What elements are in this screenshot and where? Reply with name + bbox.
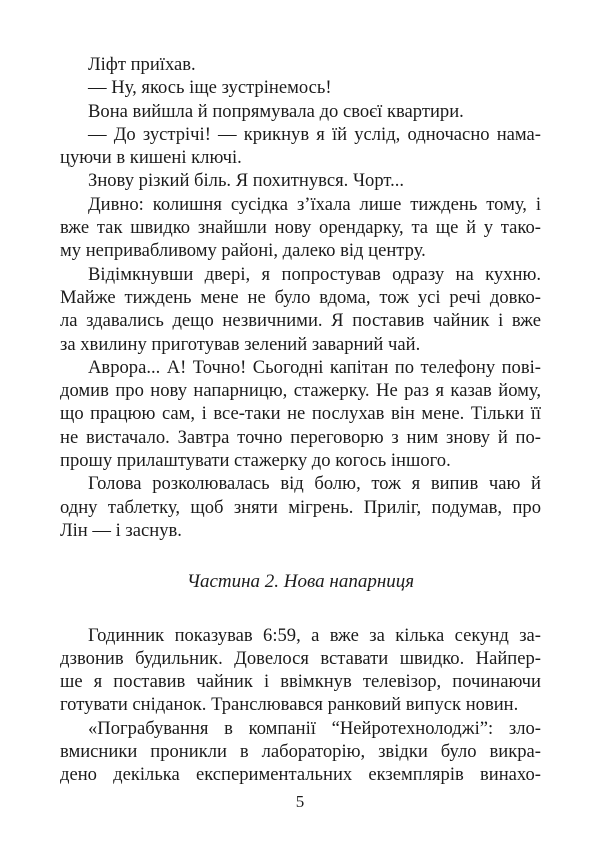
paragraph bbox=[60, 53, 541, 76]
text-line: за хвилину приготував зелений заварний чай. bbox=[60, 333, 421, 355]
text-line: вже так швидко знайшли нову орендарку, та ще й у тако- bbox=[60, 217, 541, 239]
text-line: Ліфт приїхав. bbox=[88, 54, 196, 75]
text-line: готувати сніданок. Транслювався ранковий випуск новин. bbox=[60, 694, 519, 716]
paragraph bbox=[60, 76, 541, 99]
text-line: дено декілька експериментальних екземплярів винахо- bbox=[60, 764, 541, 786]
text-line: му непривабливому районі, далеко від центру. bbox=[60, 240, 426, 262]
text-line: Майже тиждень мене не було вдома, тож усі речі довко- bbox=[60, 286, 541, 308]
text-line: Вона вийшла й попрямувала до своєї квартири. bbox=[88, 100, 464, 122]
paragraph bbox=[60, 717, 541, 787]
text-line: вмисники проникли в лабораторію, звідки було викра- bbox=[60, 741, 541, 763]
text-line: Годинник показував 6:59, а вже за кілька секунд за- bbox=[88, 624, 541, 646]
text-line: Лін — і заснув. bbox=[60, 519, 182, 541]
text-line: дзвонив будильник. Довелося вставати швидко. Найпер- bbox=[60, 647, 541, 669]
text-line: Знову різкий біль. Я похитнувся. Чорт... bbox=[88, 170, 405, 192]
text-line: — До зустрічі! — крикнув я їй услід, одночасно нама- bbox=[88, 123, 541, 145]
text-line: Відімкнувши двері, я попростував одразу на кухню. bbox=[88, 263, 541, 285]
text-line: одну таблетку, щоб зняти мігрень. Приліг, подумав, про bbox=[60, 496, 541, 518]
text-line: ла здавались дещо незвичними. Я поставив чайник і вже bbox=[60, 310, 541, 332]
text-line: Аврора... А! Точно! Сьогодні капітан по телефону пові- bbox=[88, 356, 541, 378]
text-line: домив про нову напарницю, стажерку. Не раз я казав йому, bbox=[60, 380, 541, 402]
section-part-2 bbox=[60, 624, 541, 787]
paragraph bbox=[60, 123, 541, 170]
text-line: — Ну, якось іще зустрінемось! bbox=[88, 77, 332, 99]
paragraph bbox=[60, 472, 541, 542]
text-line: не вистачало. Завтра точно переговорю з ним знову й по- bbox=[60, 426, 541, 448]
text-line: що працюю сам, і все-таки не послухав він мене. Тільки її bbox=[60, 403, 541, 425]
paragraph bbox=[60, 356, 541, 472]
paragraph bbox=[60, 169, 541, 192]
paragraph bbox=[60, 263, 541, 356]
text-line: ше я поставив чайник і ввімкнув телевізор, починаючи bbox=[60, 671, 541, 693]
paragraph bbox=[60, 624, 541, 717]
text-line: прошу прилаштувати стажерку до когось іншого. bbox=[60, 450, 451, 472]
paragraph bbox=[60, 193, 541, 263]
text-line: цуючи в кишені ключі. bbox=[60, 147, 242, 169]
paragraph bbox=[60, 100, 541, 123]
page-number: 5 bbox=[295, 792, 305, 811]
chapter-heading: Частина 2. Нова напарниця bbox=[186, 571, 415, 593]
text-line: «Пограбування в компанії “Нейротехнолоджі”: зло- bbox=[88, 717, 541, 739]
page-body bbox=[60, 53, 541, 787]
text-line: Дивно: колишня сусідка з’їхала лише тиждень тому, і bbox=[88, 193, 541, 215]
section-part-1 bbox=[60, 53, 541, 542]
text-line: Голова розколювалась від болю, тож я випив чаю й bbox=[88, 473, 541, 495]
